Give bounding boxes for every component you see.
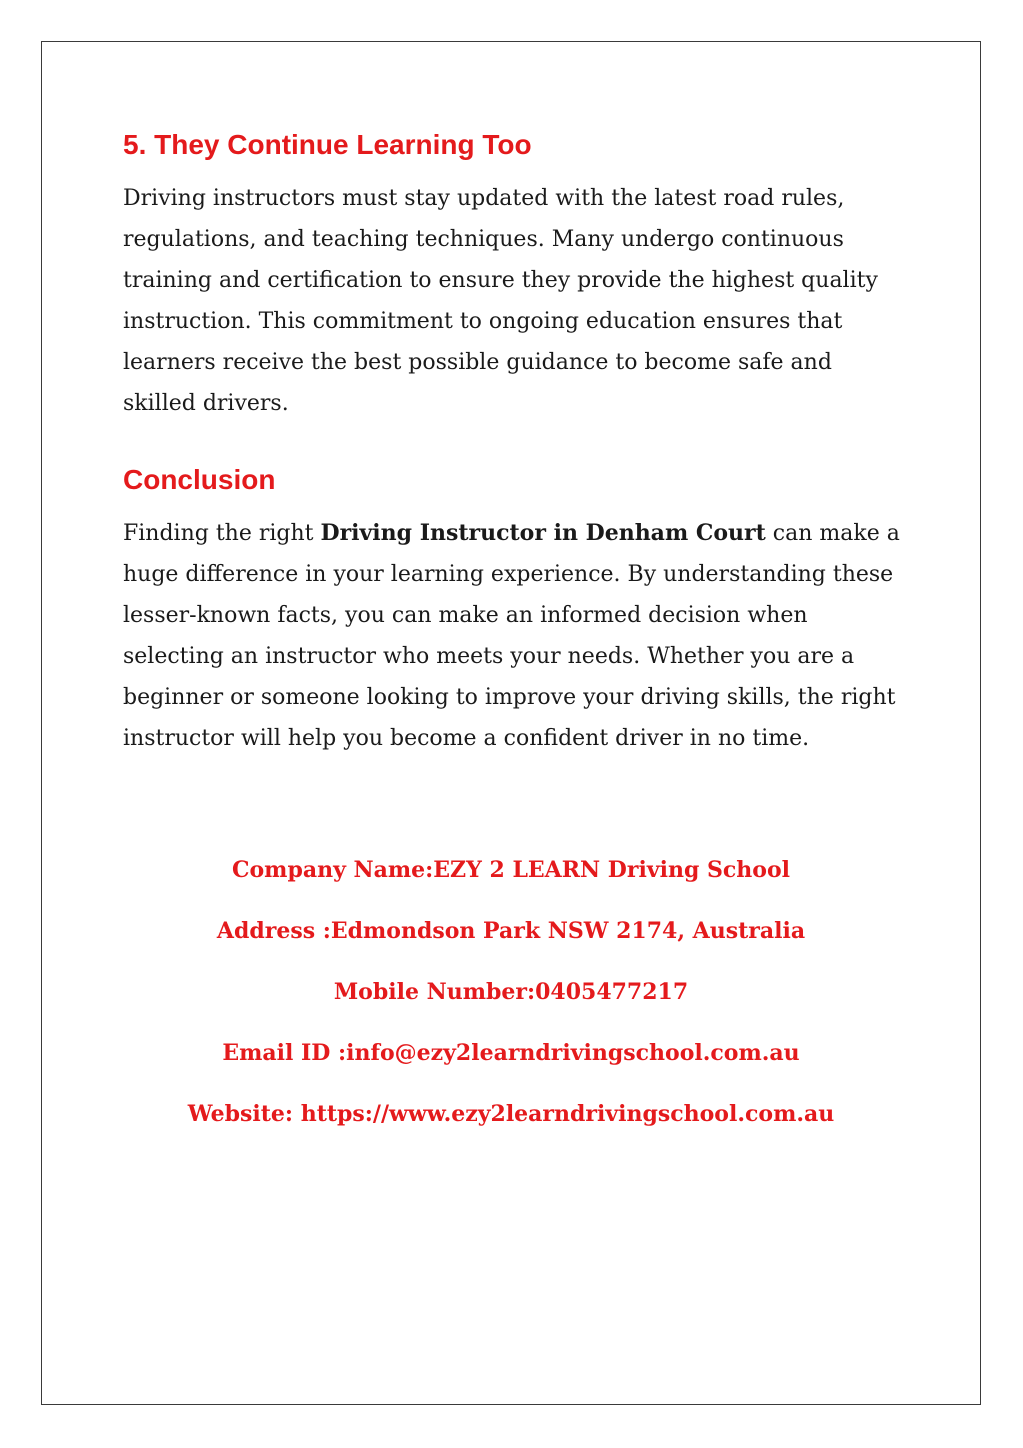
company-name: Company Name:EZY 2 LEARN Driving School bbox=[231, 857, 790, 883]
section-body-continue-learning: Driving instructors must stay updated with the latest road rules, regulations, and teaching techniques. Many undergo continuous training and certification to ensure they provide the highest quality instruction. This commitment to ongoing education ensures that learners receive the best possible guidance to become safe and skilled drivers. bbox=[123, 186, 878, 416]
conclusion-bold-keyword: Driving Instructor in Denham Court bbox=[320, 520, 766, 546]
email-id: Email ID :info@ezy2learndrivingschool.com.au bbox=[222, 1040, 800, 1066]
conclusion-text-start: Finding the right bbox=[123, 521, 321, 546]
website: Website: https://www.ezy2learndrivingschool.com.au bbox=[187, 1101, 835, 1127]
conclusion-text-end: can make a huge difference in your learning experience. By understanding these lesser-known facts, you can make an informed decision when selecting an instructor who meets your needs. Whether you are a beginner or someone looking to improve your driving skills, the right instructor will help you become a confident driver in no time. bbox=[123, 521, 900, 751]
mobile-number: Mobile Number:0405477217 bbox=[333, 979, 689, 1005]
contact-block bbox=[41, 840, 981, 1145]
section-heading-continue-learning: 5. They Continue Learning Too bbox=[123, 129, 532, 160]
document-content bbox=[123, 126, 903, 777]
section-body-conclusion bbox=[123, 513, 903, 759]
address: Address :Edmondson Park NSW 2174, Australia bbox=[216, 918, 806, 944]
section-heading-conclusion: Conclusion bbox=[123, 464, 276, 495]
